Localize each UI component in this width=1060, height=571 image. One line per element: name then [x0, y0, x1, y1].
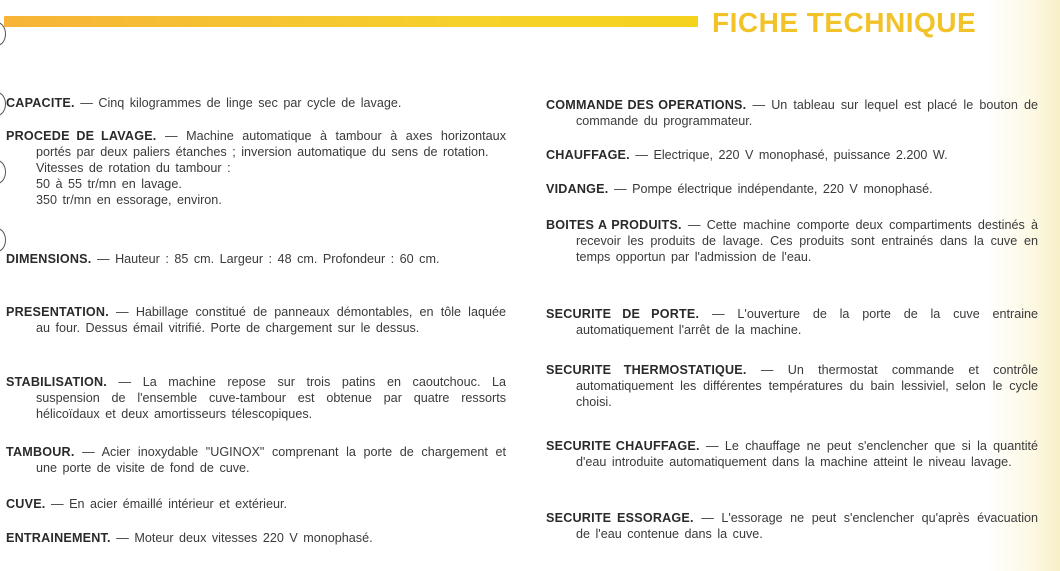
spec-text: Pompe électrique indépendante, 220 V monophasé. [632, 182, 933, 196]
spec-tambour [6, 444, 506, 476]
spec-dash: — [108, 305, 136, 319]
spec-text: Machine automatique à tambour à axes horizontaux portés par deux paliers étanches ; inversion automatique du sens de rotation. [36, 129, 506, 159]
spec-entrainement [6, 530, 506, 546]
spec-dash: — [106, 375, 143, 389]
page-title: FICHE TECHNIQUE [712, 7, 977, 38]
spec-heading: CHAUFFAGE. [546, 148, 630, 162]
binder-hole [0, 228, 6, 252]
spec-heading: ENTRAINEMENT. [6, 531, 111, 545]
spec-heading: BOITES A PRODUITS. [546, 218, 682, 232]
spec-text: Acier inoxydable "UGINOX" comprenant la porte de chargement et une porte de visite de fond de cuve. [36, 445, 506, 475]
spec-text: Hauteur : 85 cm. Largeur : 48 cm. Profondeur : 60 cm. [115, 252, 440, 266]
spec-securite-de-porte [546, 306, 1038, 338]
spec-stabilisation [6, 374, 506, 422]
spec-text: Cette machine comporte deux compartiments destinés à recevoir les produits de lavage. Ces produits sont entrainés dans la cuve en temps opportun par l'admission de l'eau. [576, 218, 1038, 264]
spec-subline: Vitesses de rotation du tambour : [36, 161, 231, 175]
spec-text: La machine repose sur trois patins en caoutchouc. La suspension de l'ensemble cuve-tambour est obtenue par quatre ressorts hélicoïdaux et deux amortisseurs télescopiques. [36, 375, 507, 421]
spec-text: En acier émaillé intérieur et extérieur. [69, 497, 287, 511]
spec-text: Le chauffage ne peut s'enclencher que si la quantité d'eau introduite automatiquement dans la machine atteint le niveau lavage. [576, 439, 1038, 469]
spec-heading: SECURITE DE PORTE. [546, 307, 700, 321]
spec-presentation [6, 304, 506, 336]
spec-capacite [6, 95, 506, 111]
spec-subline: 350 tr/mn en essorage, environ. [36, 193, 222, 207]
spec-heading: SECURITE CHAUFFAGE. [546, 439, 700, 453]
header-rule [4, 16, 698, 27]
spec-securite-essorage [546, 510, 1038, 542]
spec-text: Habillage constitué de panneaux démontables, en tôle laquée au four. Dessus émail vitrifié. Porte de chargement sur le dessus. [36, 305, 507, 335]
spec-cuve [6, 496, 506, 512]
spec-chauffage [546, 147, 1038, 163]
spec-heading: TAMBOUR. [6, 445, 75, 459]
spec-securite-chauffage [546, 438, 1038, 470]
spec-heading: COMMANDE DES OPERATIONS. [546, 98, 747, 112]
spec-heading: PROCEDE DE LAVAGE. [6, 129, 157, 143]
spec-dash: — [681, 218, 707, 232]
spec-heading: DIMENSIONS. [6, 252, 92, 266]
spec-text: L'ouverture de la porte de la cuve entraine automatiquement l'arrêt de la machine. [576, 307, 1039, 337]
spec-heading: CUVE. [6, 497, 46, 511]
spec-dimensions [6, 251, 506, 267]
spec-securite-thermostatique [546, 362, 1038, 410]
spec-heading: SECURITE ESSORAGE. [546, 511, 694, 525]
spec-dash: — [699, 307, 738, 321]
spec-commande-des-operations [546, 97, 1038, 129]
spec-text: Electrique, 220 V monophasé, puissance 2.200 W. [653, 148, 948, 162]
spec-heading: STABILISATION. [6, 375, 107, 389]
spec-dash: — [91, 252, 116, 266]
spec-text: Un tableau sur lequel est placé le bouton de commande du programmateur. [576, 98, 1038, 128]
spec-vidange [546, 181, 1038, 197]
spec-dash: — [45, 497, 70, 511]
spec-heading: VIDANGE. [546, 182, 609, 196]
spec-dash: — [629, 148, 654, 162]
spec-dash: — [746, 98, 772, 112]
spec-text: L'essorage ne peut s'enclencher qu'après évacuation de l'eau contenue dans la cuve. [576, 511, 1038, 541]
spec-procede-de-lavage [6, 128, 506, 208]
spec-dash: — [74, 96, 99, 110]
spec-dash: — [746, 363, 788, 377]
spec-text: Moteur deux vitesses 220 V monophasé. [134, 531, 373, 545]
spec-dash: — [156, 129, 187, 143]
spec-dash: — [608, 182, 633, 196]
spec-subline: 50 à 55 tr/mn en lavage. [36, 177, 182, 191]
spec-text: Cinq kilogrammes de linge sec par cycle de lavage. [98, 96, 402, 110]
spec-dash: — [74, 445, 102, 459]
spec-heading: CAPACITE. [6, 96, 75, 110]
spec-dash: — [110, 531, 135, 545]
spec-dash: — [693, 511, 722, 525]
spec-dash: — [699, 439, 725, 453]
spec-heading: SECURITE THERMOSTATIQUE. [546, 363, 747, 377]
spec-heading: PRESENTATION. [6, 305, 109, 319]
spec-text: Un thermostat commande et contrôle automatiquement les différentes températures du bain lessiviel, selon le cycle choisi. [576, 363, 1038, 409]
spec-boites-a-produits [546, 217, 1038, 265]
